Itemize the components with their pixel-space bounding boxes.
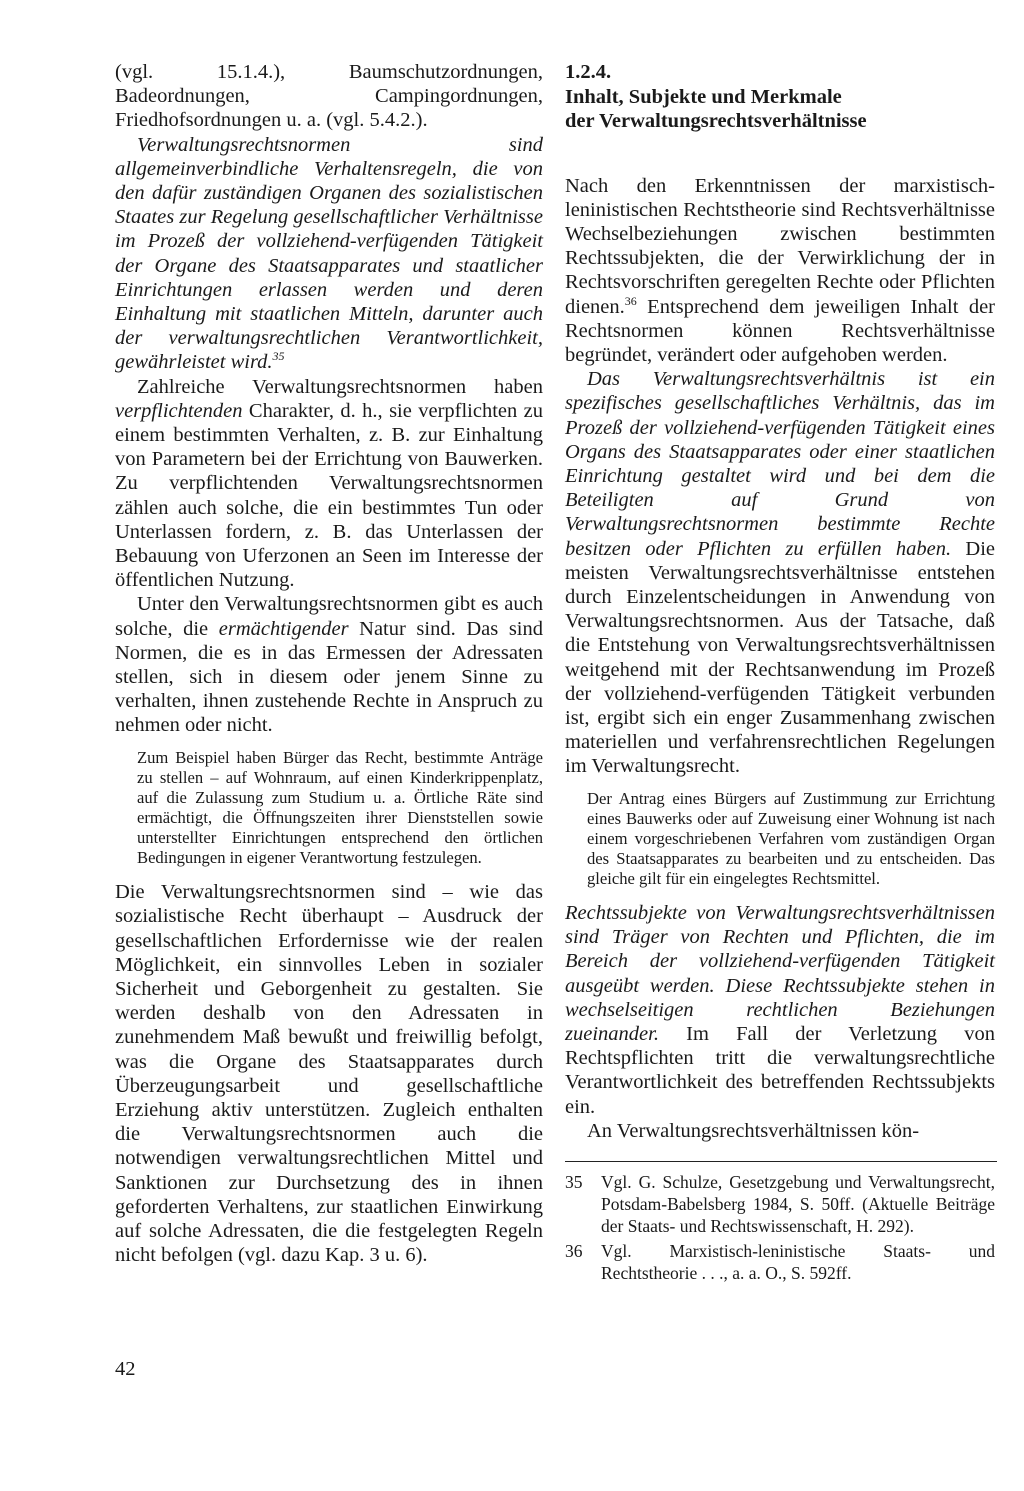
administrative-relation-paragraph [565, 367, 995, 778]
definition-text: Rechtssubjekte von Verwaltungsrechtsverhältnissen sind Träger von Rechten und Pflichten, die im Bereich der vollziehend-verfügenden Tätigkeit ausgeübt werden. Diese Rechtssubjekte stehen in wechselseitigen rechtlichen Beziehungen zueinander. [565, 902, 995, 1046]
example-block: Zum Beispiel haben Bürger das Recht, bestimmte Anträge zu stellen – auf Wohnraum, auf einen Kinderkrippenplatz, auf die Zulassung zum Studium u. a. Örtliche Räte sind ermächtigt, die Öffnungszeiten ihrer Dienststellen sowie unterstellter Einrichtungen entsprechend den örtlichen Bedingungen in eigener Verantwortung festzulegen. [137, 747, 543, 868]
legal-subjects-paragraph [565, 901, 995, 1119]
example-block: Der Antrag eines Bürgers auf Zustimmung zur Errichtung eines Bauwerks oder auf Zuweisung einer Wohnung ist nach einem vorgeschriebenen Verfahren vom zuständigen Organ des Staatsapparates zu bearbeiten und zu entscheiden. Das gleiche gilt für ein eingelegtes Rechtsmittel. [587, 788, 995, 888]
section-title-line-2: der Verwaltungsrechtsverhältnisse [565, 110, 867, 132]
text-run: Nach den Erkenntnissen der marxistisch-leninistischen Rechtstheorie sind Rechtsverhältnisse Wechselbeziehungen zwischen bestimmten Rechtssubjekten, die der Verwirklichung der in Rechtsvorschriften geregelten Rechte oder Pflichten dienen. [565, 174, 995, 318]
footnote-35 [565, 1172, 995, 1237]
continued-paragraph: An Verwaltungsrechtsverhältnissen kön- [587, 1119, 920, 1142]
footnote-36 [565, 1241, 995, 1285]
right-column [565, 60, 995, 1289]
footnote-text: Vgl. Marxistisch-leninistische Staats- und Rechtstheorie . . ., a. a. O., S. 592ff. [601, 1241, 995, 1284]
footnote-ref-36: 36 [624, 293, 637, 308]
text-run: Die meisten Verwaltungsrechtsverhältnisse entstehen durch Einzelentscheidungen in Anwendung von Verwaltungsrechtsnormen. Aus der Tatsache, daß die Entstehung von Verwaltungsrechtsverhältnissen weitgehend mit der Rechtsanwendung im Prozeß der vollziehend-verfügenden Tätigkeit verbunden ist, ergibt sich ein enger Zusammenhang zwischen materiellen und verfahrensrechtlichen Regelungen im Verwaltungsrecht. [565, 537, 995, 778]
footnote-number: 36 [565, 1241, 583, 1262]
text-run: Zahlreiche Verwaltungsrechtsnormen haben [137, 375, 543, 398]
definition-text: Das Verwaltungsrechtsverhältnis ist ein spezifisches gesellschaftliches Verhältnis, das im Prozeß der vollziehend-verfügenden Tätigkeit eines Organs des Staatsapparates oder einer staatlichen Einrichtung gestaltet wird und bei dem die Beteiligten auf Grund von Verwaltungsrechtsnormen bestimmte Rechte besitzen oder Pflichten zu erfüllen haben. [565, 368, 995, 560]
paragraph-continuation: (vgl. 15.1.4.), Baumschutzordnungen, Badeordnungen, Campingordnungen, Friedhofsordnungen u. a. (vgl. 5.4.2.). [115, 61, 543, 132]
text-run: Charakter, d. h., sie verpflichten zu einem bestimmten Verhalten, z. B. zur Einhaltung von Parametern bei der Errichtung von Bauwerken. Zu verpflichtenden Verwaltungsrechtsnormen zählen auch solche, die ein bestimmtes Tun oder Unterlassen fordern, z. B. das Unterlassen der Bebauung von Uferzonen an Seen im Interesse der öffentlichen Nutzung. [115, 399, 543, 592]
text-run: Entsprechend dem jeweiligen Inhalt der Rechtsnormen können Rechtsverhältnisse begründet, verändert oder aufgehoben werden. [565, 295, 995, 366]
definition-paragraph [115, 133, 543, 375]
section-title-line-1: Inhalt, Subjekte und Merkmale [565, 85, 842, 108]
definition-text: Verwaltungsrechtsnormen sind allgemeinverbindliche Verhaltensregeln, die von den dafür zuständigen Organen des sozialistischen Staates zur Regelung gesellschaftlicher Verhältnisse im Prozeß der vollziehend-verfügenden Tätigkeit der Organe des Staatsapparates und staatlicher Einrichtungen erlassen werden und deren Einhaltung mit staatlichen Mitteln, darunter auch der verwaltungsrechtlichen Verantwortlichkeit, gewährleistet wird. [115, 133, 543, 374]
footnote-number: 35 [565, 1172, 583, 1193]
page-number: 42 [115, 1358, 136, 1380]
footnote-ref-35: 35 [272, 349, 285, 364]
footnote-divider [565, 1161, 997, 1162]
text-run: Unter den Verwaltungsrechtsnormen gibt es auch solche, die [115, 593, 543, 640]
text-run: Natur sind. Das sind Normen, die es in das Ermessen der Adressaten stellen, sich in diesem oder jenem Sinne zu verhalten, ihnen zustehende Rechte in Anspruch zu nehmen oder nicht. [115, 617, 543, 737]
obligating-norms-paragraph [115, 375, 543, 593]
legal-relations-paragraph [565, 174, 995, 368]
left-column [115, 60, 543, 1268]
norms-expression-paragraph: Die Verwaltungsrechtsnormen sind – wie das sozialistische Recht überhaupt – Ausdruck der gesellschaftlichen Erfordernisse wie der realen Möglichkeit, ein sinnvolles Leben in sozialer Sicherheit und Geborgenheit zu gestalten. Sie werden deshalb von den Adressaten in zunehmendem Maß bewußt und freiwillig befolgt, was die Organe des Staatsapparates durch Überzeugungsarbeit und gesellschaftliche Erziehung aktiv unterstützen. Zugleich enthalten die Verwaltungsrechtsnormen auch die notwendigen verwaltungsrechtlichen Mittel und Sanktionen zur Durchsetzung des in ihnen geforderten Verhaltens, zur staatlichen Einwirkung auf solche Adressaten, die die festgelegten Regeln nicht befolgen (vgl. dazu Kap. 3 u. 6). [115, 881, 543, 1267]
section-heading [565, 60, 995, 134]
empowering-norms-paragraph [115, 592, 543, 737]
footnote-text: Vgl. G. Schulze, Gesetzgebung und Verwaltungsrecht, Potsdam-Babelsberg 1984, S. 50ff. (Aktuelle Beiträge der Staats- und Rechtswissenschaft, H. 292). [601, 1172, 995, 1236]
emphasis-verpflichtenden: verpflichtenden [115, 399, 243, 422]
section-number: 1.2.4. [565, 61, 612, 83]
text-run: Im Fall der Verletzung von Rechtspflichten tritt die verwaltungsrechtliche Verantwortlichkeit des betreffenden Rechtssubjekts ein. [565, 1023, 995, 1118]
emphasis-ermaechtigender: ermächtigender [218, 617, 349, 640]
